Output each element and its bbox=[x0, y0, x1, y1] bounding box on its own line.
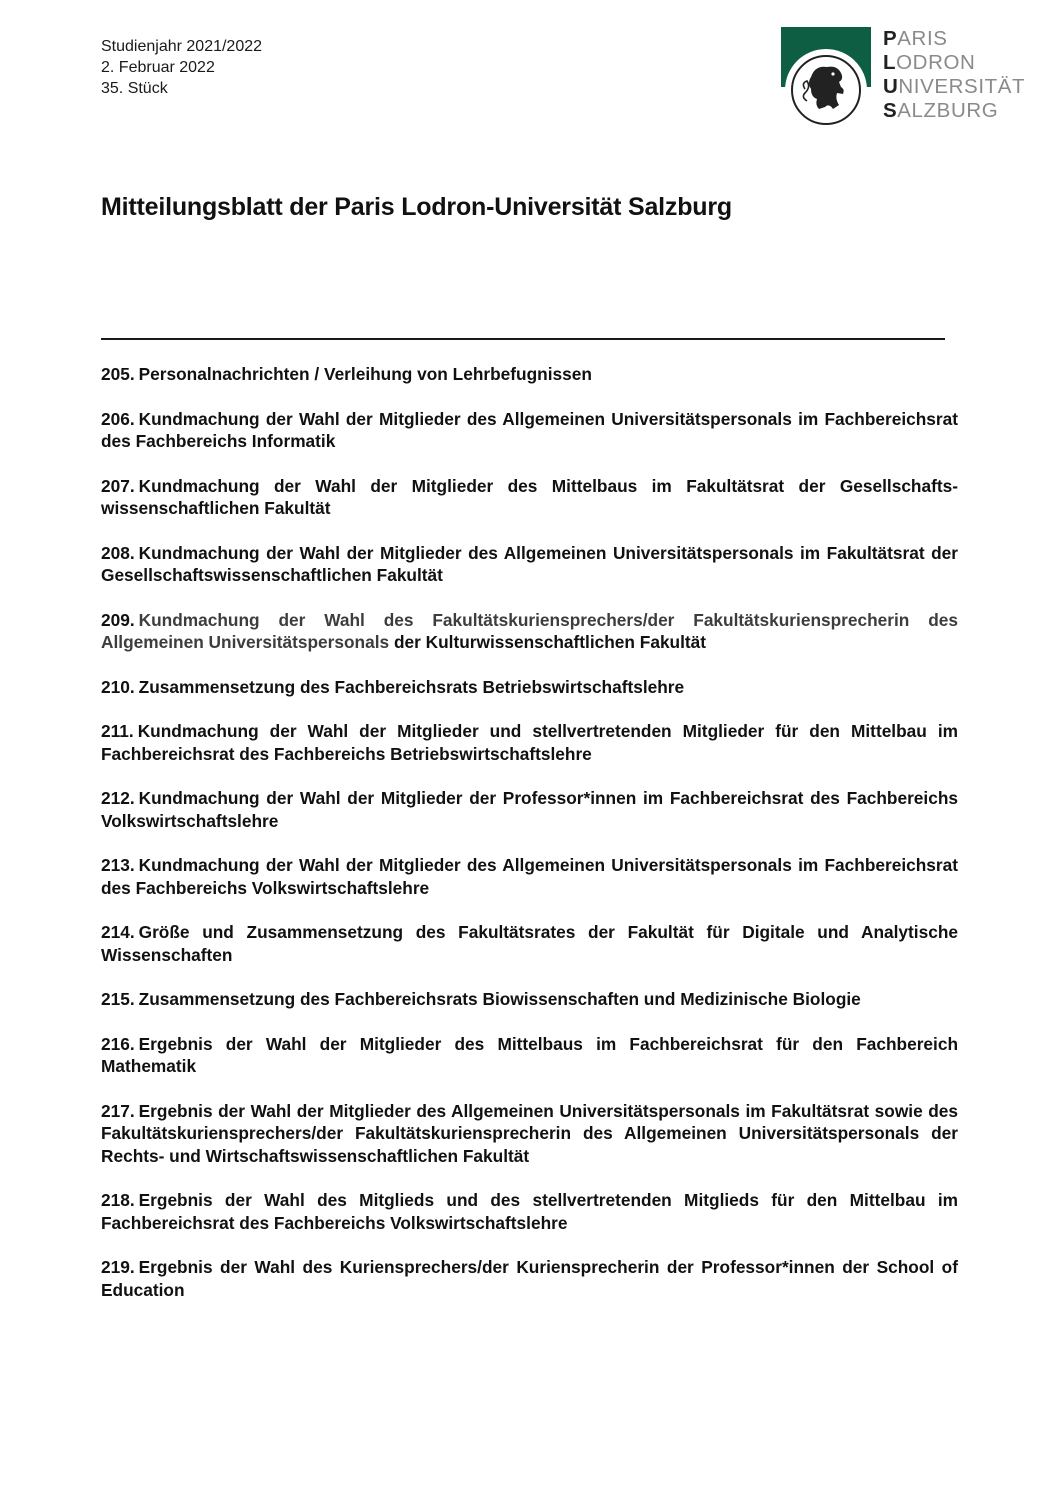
toc-entry: 216. Ergebnis der Wahl der Mitglieder des Mittelbaus im Fachbereichsrat für den Fachbereich Mathematik bbox=[101, 1033, 958, 1076]
document-meta bbox=[101, 36, 262, 99]
issue-number: 35. Stück bbox=[101, 80, 168, 97]
toc-entry: 214. Größe und Zusammensetzung des Fakultätsrates der Fakultät für Digitale und Analytische Wissenschaften bbox=[101, 922, 958, 965]
separator-line bbox=[101, 338, 945, 340]
toc-entry: 219. Ergebnis der Wahl des Kuriensprechers/der Kuriensprecherin der Professor*innen der School of Education bbox=[101, 1257, 958, 1300]
logo-line: PARIS bbox=[883, 27, 948, 50]
logo-wordmark bbox=[883, 27, 1025, 123]
issue-date: 2. Februar 2022 bbox=[101, 59, 215, 76]
logo-line: UNIVERSITÄT bbox=[883, 75, 1026, 98]
toc-entry: 215. Zusammensetzung des Fachbereichsrats Biowissenschaften und Medizinische Biologie bbox=[101, 989, 861, 1009]
page-title: Mitteilungsblatt der Paris Lodron-Universität Salzburg bbox=[101, 193, 732, 221]
toc-entry: 207. Kundmachung der Wahl der Mitglieder des Mittelbaus im Fakultätsrat der Gesellschaftswissenschaftlichen Fakultät bbox=[101, 475, 958, 518]
toc-entry: 206. Kundmachung der Wahl der Mitglieder des Allgemeinen Universitätspersonals im Fachbereichsrat des Fachbereichs Informatik bbox=[101, 408, 958, 451]
academic-year: Studienjahr 2021/2022 bbox=[101, 38, 263, 55]
toc-entry: 208. Kundmachung der Wahl der Mitglieder des Allgemeinen Universitätspersonals im Fakultätsrat der Gesellschaftswissenschaftlichen Fakultät bbox=[101, 542, 958, 585]
toc-entry: 211. Kundmachung der Wahl der Mitglieder und stellvertretenden Mitglieder für den Mittelbau im Fachbereichsrat des Fachbereichs Betriebswirtschaftslehre bbox=[101, 721, 958, 764]
lion-seal-icon bbox=[781, 27, 871, 127]
logo-line: LODRON bbox=[883, 51, 976, 74]
toc-entry: 217. Ergebnis der Wahl der Mitglieder des Allgemeinen Universitätspersonals im Fakultätsrat sowie des Fakultätskuriensprechers/der Fakultätskuriensprecherin des Allgemeinen Universitätspersonals der Rechts- und Wirtschaftswissenschaftlichen Fakultät bbox=[101, 1100, 958, 1166]
toc-entry: 218. Ergebnis der Wahl des Mitglieds und des stellvertretenden Mitglieds für den Mittelbau im Fachbereichsrat des Fachbereichs Volkswirtschaftslehre bbox=[101, 1190, 958, 1233]
toc-entry: 210. Zusammensetzung des Fachbereichsrats Betriebswirtschaftslehre bbox=[101, 676, 685, 697]
table-of-contents bbox=[101, 363, 958, 1323]
toc-entry: 213. Kundmachung der Wahl der Mitglieder des Allgemeinen Universitätspersonals im Fachbereichsrat des Fachbereichs Volkswirtschaftslehre bbox=[101, 855, 958, 898]
university-logo bbox=[781, 27, 1041, 127]
logo-line: SALZBURG bbox=[883, 99, 999, 122]
toc-entry: 212. Kundmachung der Wahl der Mitglieder der Professor*innen im Fachbereichsrat des Fachbereichs Volkswirtschaftslehre bbox=[101, 788, 958, 831]
toc-entry: 205. Personalnachrichten / Verleihung von Lehrbefugnissen bbox=[101, 364, 592, 384]
toc-entry: 209. Kundmachung der Wahl des Fakultätskuriensprechers/der Fakultätskuriensprecherin des Allgemeinen Universitätspersonals der Kulturwissenschaftlichen Fakultät bbox=[101, 609, 958, 652]
